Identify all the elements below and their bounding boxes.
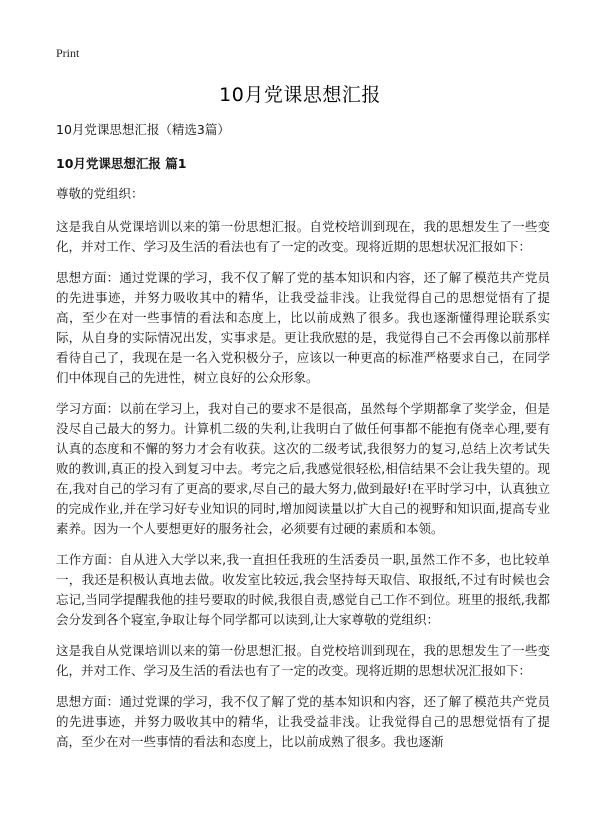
paragraph-study: 学习方面：以前在学习上，我对自己的要求不是很高，虽然每个学期都拿了奖学金，但是没尽自己最大的努力。计算机二级的失利,让我明白了做任何事都不能抱有侥幸心理,要有认真的态度和不懈的努力才会有收获。这次的二级考试,我很努力的复习,总结上次考试失败的教训,真正的投入到复习中去。考完之后,我感觉很轻松,相信结果不会让我失望的。现在,我对自己的学习有了更高的要求,尽自己的最大努力,做到最好!在平时学习中，认真独立的完成作业,并在学习好专业知识的同时,增加阅读量以扩大自己的视野和知识面,提高专业素养。因为一个人要想更好的服务社会，必须要有过硬的素质和本领。	[56, 401, 550, 536]
print-link[interactable]: Print	[56, 46, 80, 60]
paragraph-thought-repeat: 思想方面：通过党课的学习，我不仅了解了党的基本知识和内容，还了解了模范共产党员的先进事迹，并努力吸收其中的精华，让我受益非浅。让我觉得自己的思想觉悟有了提高，至少在对一些事情的看法和态度上，比以前成熟了很多。我也逐渐	[56, 694, 550, 749]
document-body	[56, 122, 550, 763]
paragraph-work: 工作方面：自从进入大学以来,我一直担任我班的生活委员一职,虽然工作不多，也比较单一，我还是积极认真地去做。收发室比较远,我会坚持每天取信、取报纸,不过有时候也会忘记,当同学提醒我他的挂号要取的时候,我很自责,感觉自己工作不到位。班里的报纸,我都会分发到各个寝室,争取让每个同学都可以读到,让大家尊敬的党组织：	[56, 552, 550, 627]
paragraph-thought: 思想方面：通过党课的学习，我不仅了解了党的基本知识和内容，还了解了模范共产党员的先进事迹，并努力吸收其中的精华，让我受益非浅。让我觉得自己的思想觉悟有了提高，至少在对一些事情的看法和态度上，比以前成熟了很多。我也逐渐懂得理论联系实际，从自身的实际情况出发，实事求是。更让我欣慰的是，我觉得自己不会再像以前那样看待自己了，我现在是一名入党积极分子，应该以一种更高的标准严格要求自己，在同学们中体现自己的先进性，树立良好的公众形象。	[56, 270, 550, 385]
salutation: 尊敬的党组织：	[56, 186, 144, 201]
page-title: 10月党课思想汇报	[219, 84, 381, 106]
paragraph-intro-repeat: 这是我自从党课培训以来的第一份思想汇报。自党校培训到现在，我的思想发生了一些变化，并对工作、学习及生活的看法也有了一定的改变。现将近期的思想状况汇报如下：	[56, 643, 550, 678]
document-subtitle: 10月党课思想汇报（精选3篇）	[56, 122, 230, 137]
paragraph-intro: 这是我自从党课培训以来的第一份思想汇报。自党校培训到现在，我的思想发生了一些变化，并对工作、学习及生活的看法也有了一定的改变。现将近期的思想状况汇报如下：	[56, 219, 550, 254]
section-heading: 10月党课思想汇报 篇1	[56, 156, 187, 171]
